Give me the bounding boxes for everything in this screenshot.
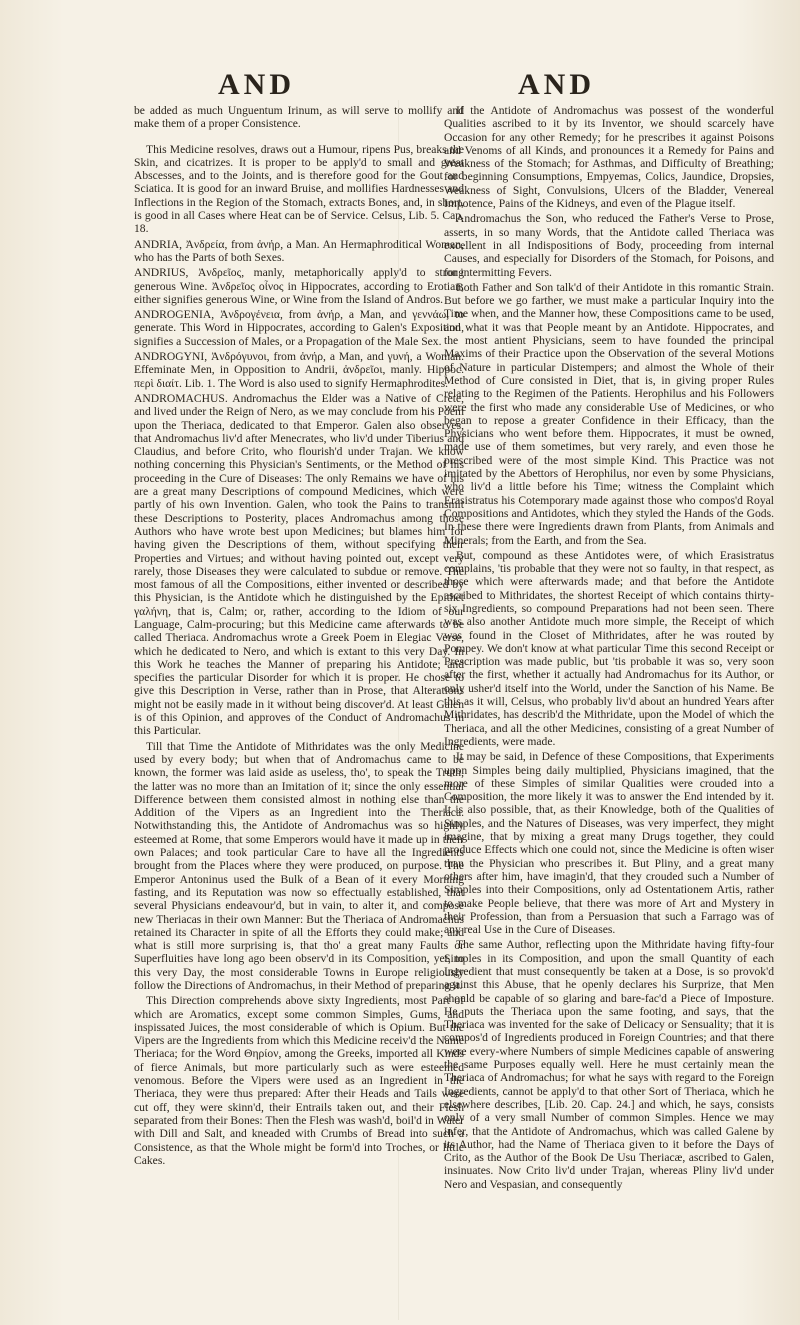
paragraph: Till that Time the Antidote of Mithridates was the only Medicine used by every body; but when that of Andromachus came to be known, the former was laid aside as useless, tho', to speak the Truth, the latter was no more than an Imitation of it; since the only essential Difference between them consisted almost in nothing else than the Addition of the Vipers as an Ingredient into the Theriaca. Notwithstanding this, the Antidote of Andromachus was so highly esteemed at Rome, that some Emperors would have it made up in their own Palaces; and took particular Care to have all the Ingredients brought from the Places where they were produced, on purpose. The Emperor Antoninus used the Bulk of a Bean of it every Morning fasting, and its Reputation was now so effectually established, that several Physicians endeavour'd, but in vain, to alter it, and compose new Theriacas in their own Manner: But the Theriaca of Andromachus retained its Character in spite of all the Efforts they could make; and what is still more surprising is, that tho' a great many Faults or Superfluities have long ago been observ'd in its Composition, yet, to this very Day, the most considerable Towns in Europe religiously follow the Directions of Andromachus, in their Method of preparing it.	[134, 739, 464, 992]
paragraph: be added as much Unguentum Irinum, as will serve to mollify and make them of a proper Consistence.	[134, 104, 464, 131]
paragraph: If the Antidote of Andromachus was possest of the wonderful Qualities ascribed to it by its Inventor, we should scarcely have Occasion for any other Remedy; for he prescribes it against Poisons and Venoms of all Kinds, and pronounces it a Remedy for Pains and Weakness of the Stomach; for Asthmas, and Difficulty of Breathing; for beginning Consumptions, Empyemas, Colics, Jaundice, Dropsies, Weakness of Sight, Convulsions, Ulcers of the Bladder, Venereal Impotence, Pains of the Kidneys, and even of the Plague itself.	[444, 104, 774, 211]
running-header	[0, 68, 800, 108]
entry-andrius: ANDRIUS, Ἀνδρεῖος, manly, metaphorically apply'd to strong generous Wine. Ἀνδρεῖος οἶνος in Hippocrates, according to Erotian, either signifies generous Wine, or Wine from the Island of Andros.	[134, 266, 464, 306]
paragraph: This Medicine resolves, draws out a Humour, ripens Pus, breaks the Skin, and cicatrizes. It is proper to be apply'd to small and great Abscesses, and to the Joints, and is therefore good for the Gout and Sciatica. It is good for an inward Bruise, and mollifies Hardnesses and Inflections in the Region of the Stomach, extracts Bones, and, in short, is good in all Cases where Heat can be of Service. Celsus, Lib. 5. Cap. 18.	[134, 142, 464, 236]
spacer	[134, 133, 464, 143]
paragraph: But, compound as these Antidotes were, of which Erasistratus complains, 'tis probable that they were not so faulty, in that respect, as those which were afterwards made; and that before the Antidote ascribed to Mithridates, the shortest Receipt of which contains thirty-six Ingredients, so compound Preparations had not been seen. There was also another Antidote much more simple, the Receipt of which was found in the Closet of Mithridates, after he was routed by Pompey. We don't know at what particular Time this second Receipt or Prescription was made public, but 'tis probable it was so, very soon after the first, whether it actually had Andromachus for its Author, or only usher'd itself into the World, under the Sanction of his Name. Be this as it will, Celsus, who probably liv'd about an hundred Years after Mithridates, has describ'd the Mithridate, upon the Model of which the Theriaca, and all the other Medicines, consisting of a great Number of Ingredients, were made.	[444, 548, 774, 748]
entry-androgenia: ANDROGENIA, Ἀνδρογένεια, from ἀνήρ, a Man, and γεννάω, to generate. This Word in Hippocrates, according to Galen's Exposition, signifies a Succession of Males, or a Propagation of the Male Sex.	[134, 308, 464, 348]
entry-androgyni: ANDROGYNI, Ἀνδρόγυνοι, from ἀνήρ, a Man, and γυνή, a Woman. Effeminate Men, in Opposition to Andrii, ἀνδρεῖοι, manly. Hippoc. περὶ διαίτ. Lib. 1. The Word is also used to signify Hermaphrodites.	[134, 350, 464, 390]
header-word-right: AND	[518, 68, 595, 101]
entry-andria: ANDRIA, Ἀνδρεία, from ἀνήρ, a Man. An Hermaphroditical Woman, who has the Parts of both Sexes.	[134, 237, 464, 264]
header-word-left: AND	[218, 68, 295, 101]
left-column	[134, 104, 464, 1319]
right-column	[444, 104, 774, 1319]
paragraph: The same Author, reflecting upon the Mithridate having fifty-four Simples in its Composition, and upon the small Quantity of each Ingredient that must consequently be taken at a Dose, is so provok'd against this Abuse, that he openly declares his Surprize, that Men should be capable of so glaring and bare-fac'd a Piece of Imposture. He puts the Theriaca upon the same footing, and says, that the Theriaca was invented for the sake of Delicacy or Sensuality; that it is compos'd of Ingredients produced in Foreign Countries; and that there were every-where Numbers of simple Medicines capable of answering the same Purposes equally well. Here he must certainly mean the Theriaca of Andromachus; for what he says with regard to the Foreign Ingredients, cannot be apply'd to that other Sort of Theriaca, which he elsewhere describes, [Lib. 20. Cap. 24.] and which, he says, consists only of a very small Number of common Simples. Hence we may infer, that the Antidote of Andromachus, which was called Galene by its Author, had the Name of Theriaca given to it before the Days of Crito, as the Author of the Book De Usu Theriacæ, ascribed to Galen, insinuates. Now Crito liv'd under Trajan, whereas Pliny liv'd under Nero and Vespasian, and consequently	[444, 938, 774, 1191]
paragraph: This Direction comprehends above sixty Ingredients, most Part of which are Aromatics, except some common Simples, Gums, and inspissated Juices, the most considerable of which is Opium. But the Vipers are the Ingredients from which this Medicine receiv'd the Name Theriaca; for the Word Θηρίον, among the Greeks, imported all Kinds of fierce Animals, but more particularly such as were esteemed venomous. Before the Vipers were used as an Ingredient in the Theriaca, they were thus prepared: After their Heads and Tails were cut off, they were skinn'd, their Entrails taken out, and their Flesh separated from their Bones: Then the Flesh was wash'd, boil'd in Water with Dill and Salt, and kneaded with Crumbs of Bread into such a Consistence, as that the Whole might be form'd into Troches, or little Cakes.	[134, 994, 464, 1167]
paragraph: It may be said, in Defence of these Compositions, that Experiments upon Simples being daily multiplied, Physicians imagined, that the more of these Simples of similar Qualities were crouded into a Composition, the more likely it was to answer the End intended by it. It is also possible, that, as their Knowledge, both of the Qualities of Simples, and the Natures of Diseases, was very imperfect, they might imagine, that by mixing a great many Drugs together, they could produce Effects which one could not, since the Medicine is often wiser than the Physician who prescribes it. But Pliny, and a great many others after him, have imagin'd, that they crouded such a Number of Simples into their Compositions, only ad Ostentationem Artis, rather to make People believe, that there was more of Art and Mystery in their Profession, than from a Persuasion that such a Farrago was of any real Use in the Cure of Diseases.	[444, 750, 774, 937]
paragraph: Both Father and Son talk'd of their Antidote in this romantic Strain. But before we go farther, we must make a particular Inquiry into the Time when, and the Manner how, these Compositions came to be used, and what it was that People meant by an Antidote. Hippocrates, and the most antient Physicians, seem to have founded the principal Maxims of their Practice upon the Observation of the several Motions of Nature in particular Distempers; and almost the Whole of their Method of Cure consisted in Diet, that is, in giving proper Rules relating to the Regimen of the Patients. Herophilus and his Followers were the first who made any considerable Use of Medicines, or who began to repose a greater Confidence in their Efficacy, than the Physicians who went before them. Hippocrates, it must be owned, made use of them sometimes, but very rarely, and even those he prescribed were of the most simple Kind. This Practice was not imitated by the Abettors of Herophilus, nor even by some Physicians, who liv'd a little before his Time; witness the Complaint which Erasistratus his Cotemporary made against those who compos'd Royal Compositions and Antidotes, which they styled the Hands of the Gods. In these there were Ingredients drawn from Plants, from Animals and Minerals; from the Earth, and from the Sea.	[444, 280, 774, 547]
paragraph: Andromachus the Son, who reduced the Father's Verse to Prose, asserts, in so many Words, that the Antidote called Theriaca was excellent in all Indispositions of Body, proceeding from internal Causes, and especially for Disorders of the Stomach, for Poisons, and for intermitting Fevers.	[444, 212, 774, 279]
entry-andromachus: ANDROMACHUS. Andromachus the Elder was a Native of Crete, and lived under the Reign of Nero, as we may conclude from his Poem upon the Theriaca, dedicated to that Emperor. Galen also observes, that Andromachus liv'd after Menecrates, who liv'd under Tiberius and Claudius, and before Crito, who flourish'd under Trajan. We know nothing concerning this Physician's Sentiments, or the Method of his proceeding in the Cure of Diseases: The only Remains we have of his are a great many Descriptions of compound Medicines, which were partly of his own Invention. Galen, who took the Pains to transmit these Descriptions to Posterity, places Andromachus among those Authors who have wrote best upon Medicines; but blames him for having given the Descriptions of them, without specifying their Properties and Virtues; and without having pointed out, except very rarely, those Diseases they were calculated to subdue or remove. The most famous of all the Compositions, either invented or described by this Physician, is the Antidote which he distinguished by the Epithet γαλήνη, that is, Calm; or, rather, according to the Idiom of our Language, Calm-procuring; but this Medicine came afterwards to be called Theriaca. Andromachus wrote a Greek Poem in Elegiac Verse, which he dedicated to Nero, and which is extant to this very Day. In this Work he teaches the Manner of preparing his Antidote; and specifies the particular Disorder for which it is proper. He chose to give this Description in Verse, rather than in Prose, that Alterations might not be easily made in it without being discover'd. At least Galen is of this Opinion, and approves of the Conduct of Andromachus in this Particular.	[134, 391, 464, 738]
